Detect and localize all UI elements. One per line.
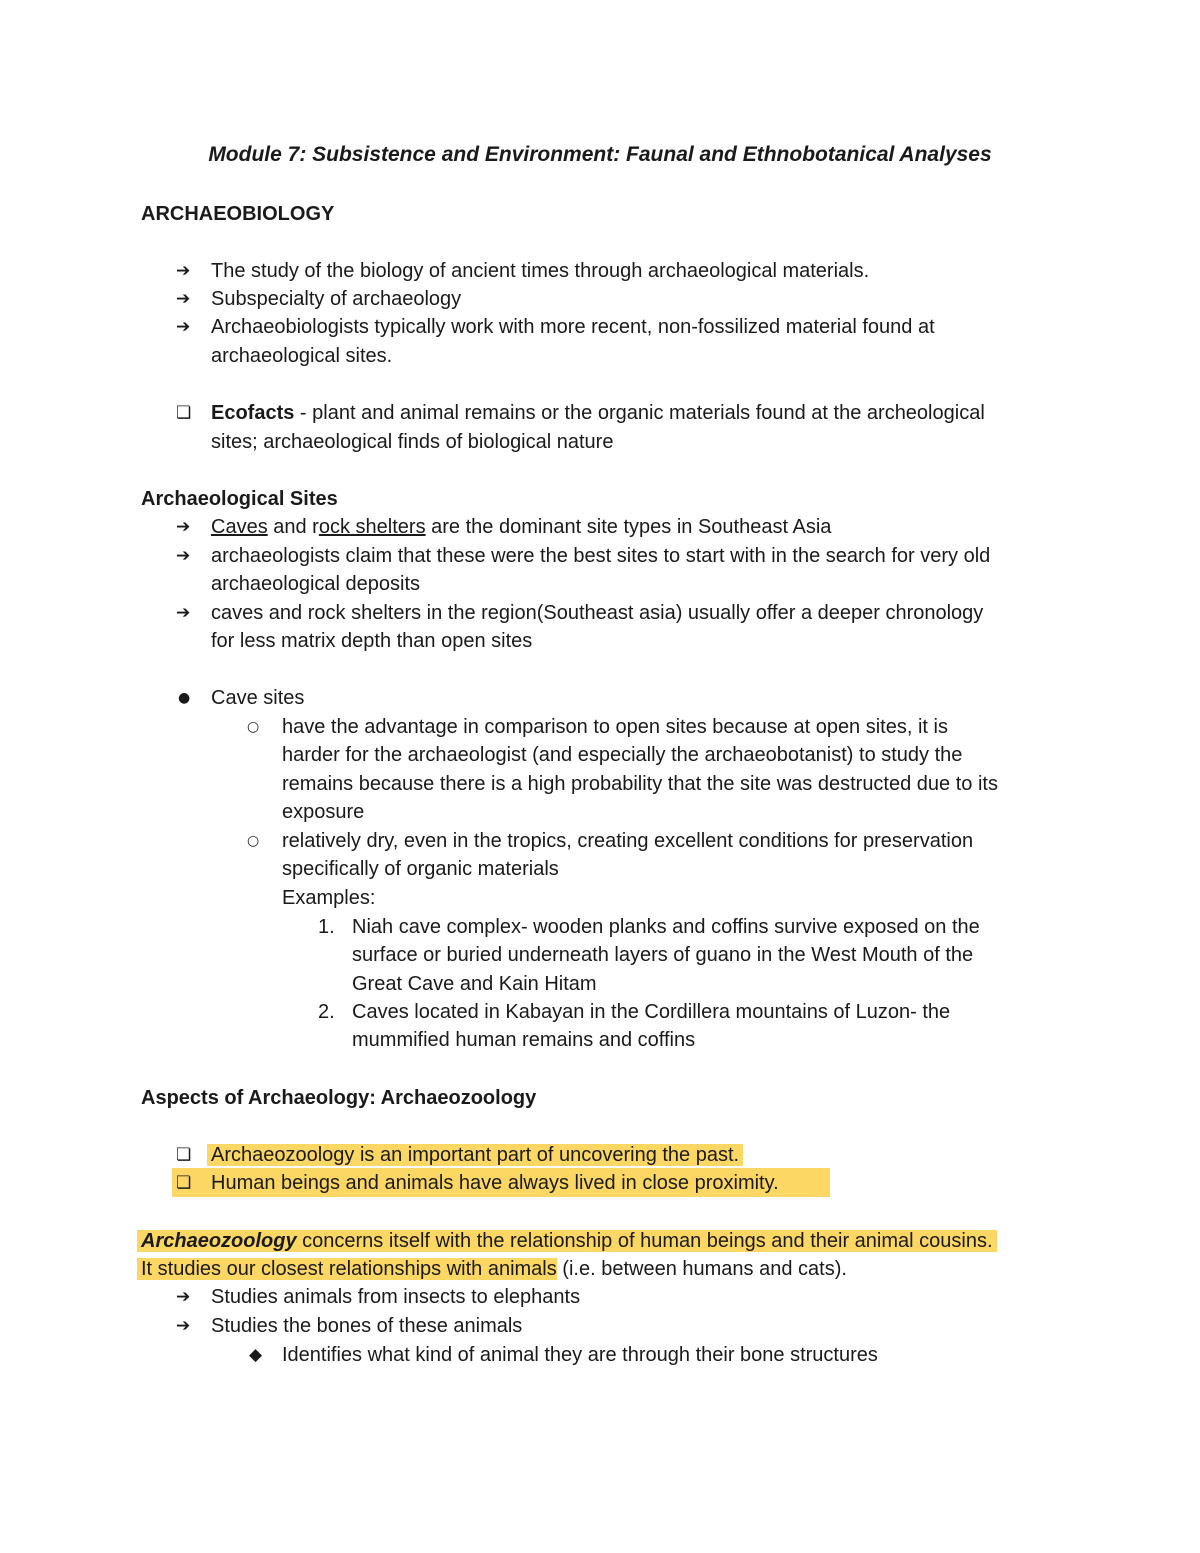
- cave-sites-label: Cave sites: [211, 687, 305, 709]
- sites-bullet: [211, 513, 831, 541]
- heading-archaeozoology: Aspects of Archaeology: Archaeozoology: [141, 1087, 537, 1109]
- example-item-continued: mummified human remains and coffins: [352, 1029, 696, 1051]
- cave-sites-point: have the advantage in comparison to open sites because at open sites, it is: [282, 716, 948, 738]
- list-number: 2.: [318, 1001, 335, 1023]
- paragraph-text: concerns itself with the relationship of human beings and their animal cousins.: [296, 1230, 993, 1252]
- highlighted-text: Archaeozoology is an important part of uncovering the past.: [207, 1144, 743, 1166]
- arrow-bullet-icon: ➔: [176, 289, 191, 309]
- circle-bullet-icon: ○: [247, 719, 260, 735]
- document-title: Module 7: Subsistence and Environment: Faunal and Ethnobotanical Analyses: [208, 143, 992, 166]
- heading-archaeobiology: ARCHAEOBIOLOGY: [141, 203, 335, 225]
- heading-archaeological-sites: Archaeological Sites: [141, 488, 338, 510]
- bullet-text: Archaeobiologists typically work with more recent, non-fossilized material found at: [211, 316, 935, 338]
- archaeozoology-term: Archaeozoology: [141, 1230, 297, 1252]
- arrow-bullet-icon: ➔: [176, 1287, 191, 1307]
- cave-sites-point-continued: specifically of organic materials: [282, 858, 559, 880]
- highlighted-text: [137, 1230, 997, 1252]
- examples-label: Examples:: [282, 887, 376, 909]
- bullet-text: The study of the biology of ancient times through archaeological materials.: [211, 260, 870, 282]
- diamond-bullet-icon: ◆: [249, 1345, 263, 1365]
- sites-text: and r: [267, 516, 319, 538]
- dot-bullet-icon: ●: [178, 690, 191, 706]
- ecofacts-definition: [211, 399, 985, 427]
- highlighted-text: It studies our closest relationships with animals: [137, 1258, 557, 1280]
- rock-shelters-text: ock shelters: [318, 516, 426, 538]
- example-item-continued: Great Cave and Kain Hitam: [352, 973, 597, 995]
- zoology-paragraph-continued: [137, 1255, 847, 1283]
- bullet-text-continued: archaeological sites.: [211, 345, 393, 367]
- arrow-bullet-icon: ➔: [176, 517, 191, 537]
- caves-link-text: Caves: [211, 516, 268, 538]
- cave-sites-point: relatively dry, even in the tropics, creating excellent conditions for preservation: [282, 830, 974, 852]
- zoology-paragraph: [137, 1227, 997, 1255]
- list-number: 1.: [318, 916, 335, 938]
- zoology-check-item: [207, 1141, 743, 1169]
- arrow-bullet-icon: ➔: [176, 546, 191, 566]
- arrow-bullet-icon: ➔: [176, 1316, 191, 1336]
- sites-bullet: caves and rock shelters in the region(Southeast asia) usually offer a deeper chronology: [211, 602, 984, 624]
- cave-sites-point-continued: remains because there is a high probability that the site was destructed due to its: [282, 773, 998, 795]
- arrow-bullet-icon: ➔: [176, 261, 191, 281]
- ecofacts-text: - plant and animal remains or the organic materials found at the archeological: [294, 402, 985, 424]
- cave-sites-point-continued: exposure: [282, 801, 365, 823]
- zoology-bullet: Studies animals from insects to elephants: [211, 1286, 581, 1308]
- checkbox-bullet-icon: ❏: [176, 1145, 192, 1165]
- zoology-check-item: Human beings and animals have always lived in close proximity.: [211, 1172, 779, 1194]
- checkbox-bullet-icon: ❏: [176, 1173, 192, 1193]
- example-item: Niah cave complex- wooden planks and coffins survive exposed on the: [352, 916, 980, 938]
- checkbox-bullet-icon: ❏: [176, 403, 192, 423]
- arrow-bullet-icon: ➔: [176, 317, 191, 337]
- zoology-sub-bullet: Identifies what kind of animal they are through their bone structures: [282, 1344, 878, 1366]
- ecofacts-term: Ecofacts: [211, 402, 295, 424]
- arrow-bullet-icon: ➔: [176, 603, 191, 623]
- ecofacts-text-continued: sites; archaeological finds of biological nature: [211, 431, 614, 453]
- bullet-text: Subspecialty of archaeology: [211, 288, 462, 310]
- sites-bullet-continued: archaeological deposits: [211, 573, 421, 595]
- sites-bullet-continued: for less matrix depth than open sites: [211, 630, 533, 652]
- sites-text: are the dominant site types in Southeast Asia: [425, 516, 832, 538]
- cave-sites-point-continued: harder for the archaeologist (and especially the archaeobotanist) to study the: [282, 744, 963, 766]
- sites-bullet: archaeologists claim that these were the best sites to start with in the search for very old: [211, 545, 991, 567]
- circle-bullet-icon: ○: [247, 833, 260, 849]
- paragraph-text: (i.e. between humans and cats).: [556, 1258, 847, 1280]
- example-item-continued: surface or buried underneath layers of guano in the West Mouth of the: [352, 944, 974, 966]
- example-item: Caves located in Kabayan in the Cordillera mountains of Luzon- the: [352, 1001, 951, 1023]
- zoology-bullet: Studies the bones of these animals: [211, 1315, 523, 1337]
